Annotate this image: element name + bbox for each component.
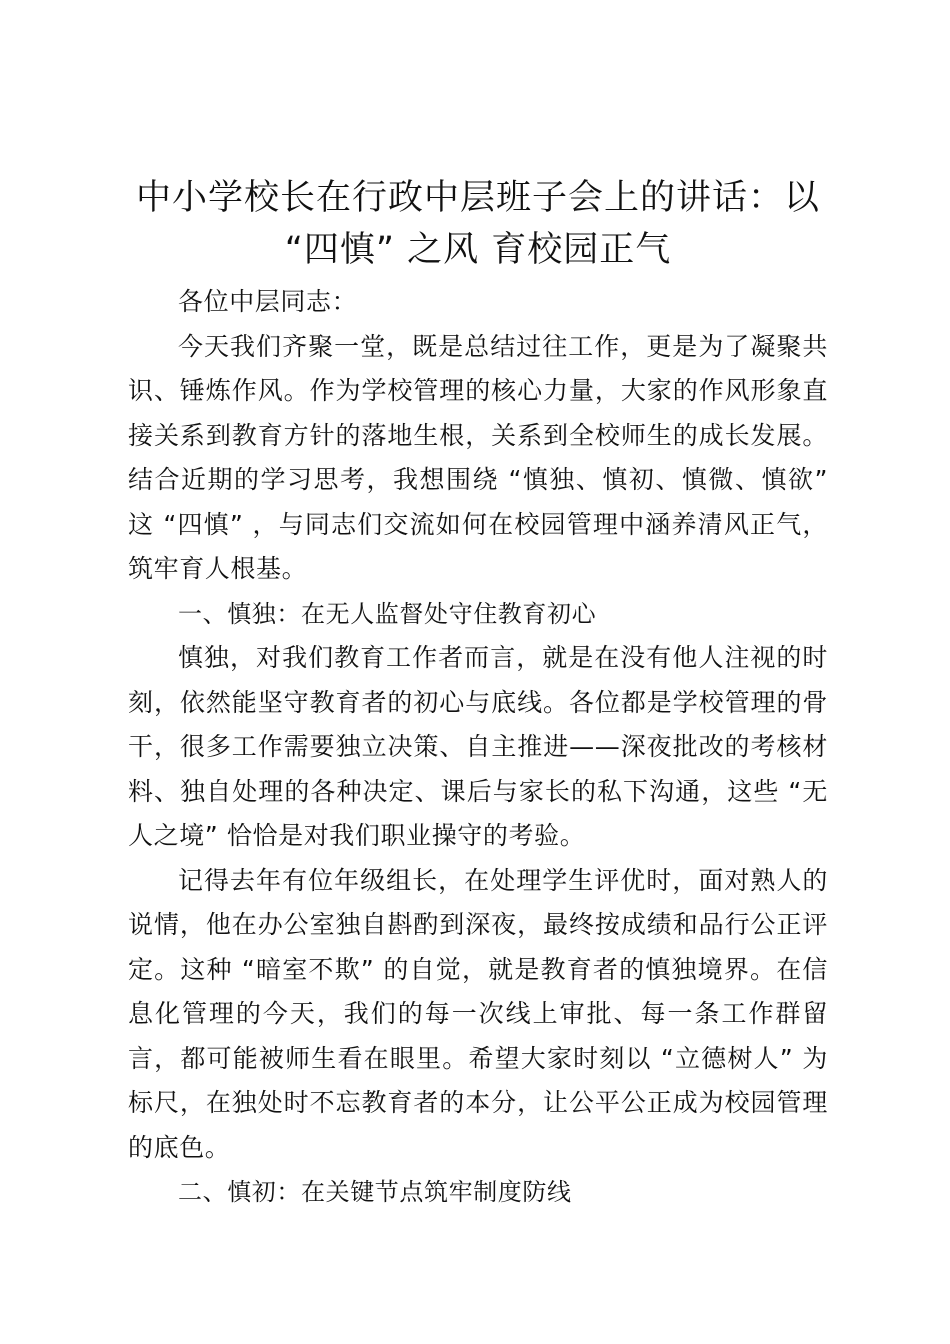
section-heading-1: 一、慎独：在无人监督处守住教育初心 (178, 599, 597, 628)
paragraph-shendu-2: 记得去年有位年级组长，在处理学生评优时，面对熟人的说情，他在办公室独自斟酌到深夜，最终按成绩和品行公正评定。这种 “暗室不欺” 的自觉，就是教育者的慎独境界。在信息化管理的今天，我们的每一次线上审批、每一条工作群留言，都可能被师生看在眼里。希望大家时刻以 “立德树人” 为标尺，在独处时不忘教育者的本分，让公平公正成为校园管理的底色。 (128, 865, 828, 1162)
document-page (128, 172, 828, 1215)
salutation: 各位中层同志： (178, 287, 358, 316)
section-heading-2: 二、慎初：在关键节点筑牢制度防线 (178, 1178, 572, 1206)
title-line-2: “四慎” 之风 育校园正气 (284, 230, 672, 270)
title-line-1: 中小学校长在行政中层班子会上的讲话：以 (135, 178, 820, 218)
paragraph-shendu-1: 慎独，对我们教育工作者而言，就是在没有他人注视的时刻，依然能坚守教育者的初心与底线。各位都是学校管理的骨干，很多工作需要独立决策、自主推进——深夜批改的考核材料、独自处理的各种决定、课后与家长的私下沟通，这些 “无人之境” 恰恰是对我们职业操守的考验。 (128, 643, 828, 850)
paragraph-intro: 今天我们齐聚一堂，既是总结过往工作，更是为了凝聚共识、锤炼作风。作为学校管理的核心力量，大家的作风形象直接关系到教育方针的落地生根，关系到全校师生的成长发展。结合近期的学习思考，我想围绕 “慎独、慎初、慎微、慎欲” 这 “四慎” ，与同志们交流如何在校园管理中涵养清风正气，筑牢育人根基。 (128, 331, 828, 583)
document-body (128, 280, 828, 1215)
document-title (114, 172, 842, 276)
